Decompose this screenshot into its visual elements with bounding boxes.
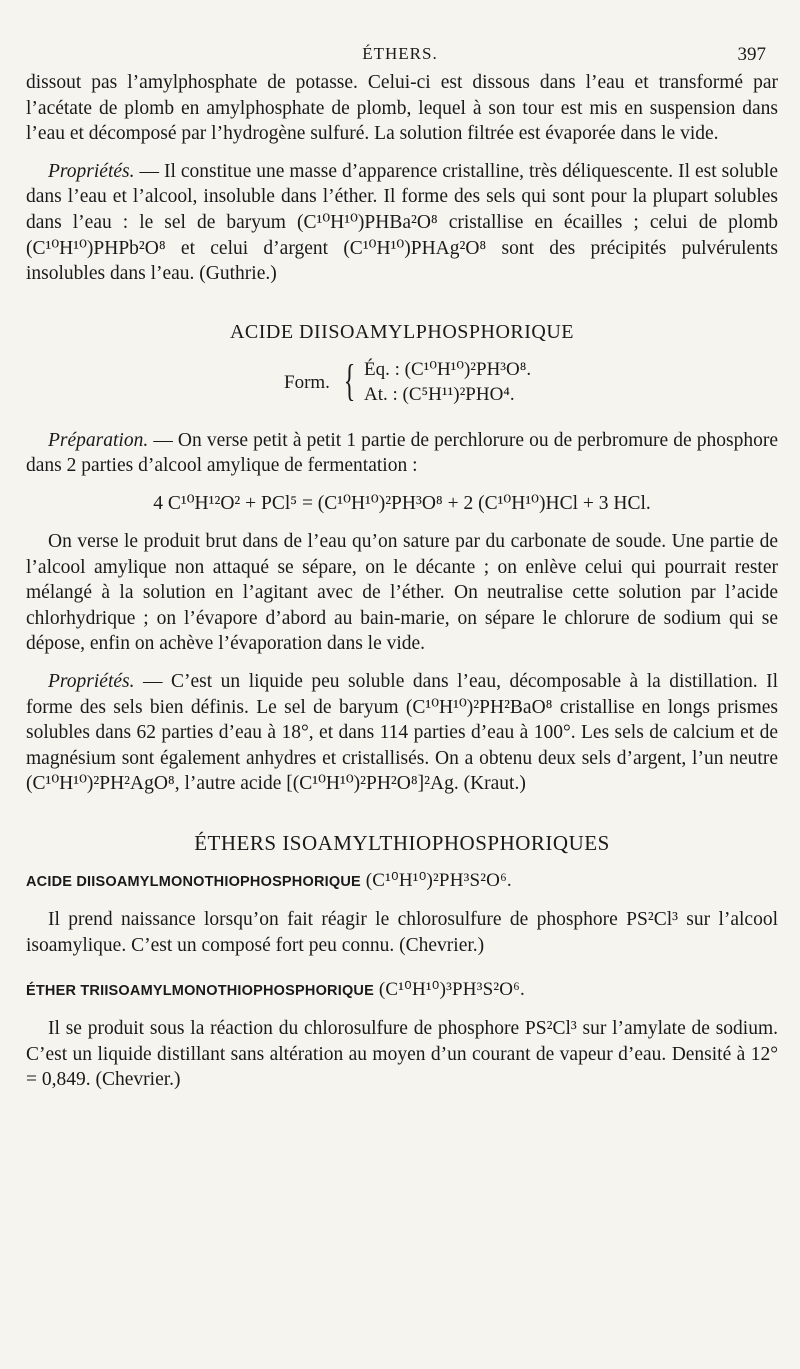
paragraph-6: Il prend naissance lorsqu’on fait réagir le chlorosulfure de phosphore PS²Cl³ sur l’alcool isoamylique. C’est un composé fort peu connu. (Chevrier.) bbox=[26, 909, 778, 957]
reaction-equation: 4 C¹⁰H¹²O² + PCl⁵ = (C¹⁰H¹⁰)²PH³O⁸ + 2 (C¹⁰H¹⁰)HCl + 3 HCl. bbox=[153, 492, 651, 514]
compound-name: ÉTHER TRIISOAMYLMONOTHIOPHOSPHORIQUE bbox=[26, 982, 374, 999]
formula-eq: Éq. : (C¹⁰H¹⁰)²PH³O⁸. bbox=[364, 358, 532, 380]
paragraph-4: On verse le produit brut dans de l’eau qu’on sature par du carbonate de soude. Une partie de l’alcool amylique non attaqué se sépare, on le décante ; on enlève celui qui pourrait rester mélangé à la solution en l’agitant avec de l’éther. On neutralise cette solution par l’acide chlorhydrique ; on l’évapore d’abord au bain-marie, on sépare le chlorure de sodium qui se dépose, enfin on achève l’évaporation dans le vide. bbox=[26, 530, 778, 655]
formula-at: At. : (C⁵H¹¹)²PHO⁴. bbox=[364, 383, 515, 405]
compound-formula: (C¹⁰H¹⁰)²PH³S²O⁶. bbox=[365, 869, 512, 891]
section-label: Propriétés. bbox=[48, 160, 135, 182]
brace-glyph: { bbox=[343, 355, 356, 405]
formula-block bbox=[26, 356, 778, 410]
compound-formula: (C¹⁰H¹⁰)³PH³S²O⁶. bbox=[378, 978, 525, 1000]
running-head bbox=[0, 44, 800, 66]
paragraph-5 bbox=[26, 669, 778, 797]
subheading-1 bbox=[26, 868, 778, 896]
subheading-2 bbox=[26, 977, 778, 1005]
compound-name: ACIDE DIISOAMYLMONOTHIOPHOSPHORIQUE bbox=[26, 873, 361, 890]
page-body bbox=[26, 70, 778, 1093]
running-title: ÉTHERS. bbox=[362, 44, 438, 63]
paragraph-3 bbox=[26, 428, 778, 479]
page-number: 397 bbox=[737, 44, 766, 65]
section-label: Préparation. bbox=[48, 429, 149, 451]
paragraph-1: dissout pas l’amylphosphate de potasse. Celui-ci est dissous dans l’eau et transformé par l’acétate de plomb en amylphosphate de plomb, lequel à son tour est mis en suspension dans l’eau et décomposé par l’hydrogène sulfuré. La solution filtrée est évaporée dans le vide. bbox=[26, 72, 778, 145]
paragraph-text: — On verse petit à petit 1 partie de perchlorure ou de perbromure de phosphore dans 2 parties d’alcool amylique de fermentation : bbox=[26, 429, 778, 477]
section-label: Propriétés. bbox=[48, 670, 135, 692]
paragraph-7: Il se produit sous la réaction du chlorosulfure de phosphore PS²Cl³ sur l’amylate de sodium. C’est un liquide distillant sans altération au moyen d’un courant de vapeur d’eau. Densité à 12° = 0,849. (Chevrier.) bbox=[26, 1018, 778, 1091]
section-heading-2: ÉTHERS ISOAMYLTHIOPHOSPHORIQUES bbox=[194, 830, 610, 855]
paragraph-2 bbox=[26, 159, 778, 287]
section-heading-1: ACIDE DIISOAMYLPHOSPHORIQUE bbox=[229, 320, 575, 343]
paragraph-text: — C’est un liquide peu soluble dans l’eau, décomposable à la distillation. Il forme des sels bien définis. Le sel de baryum (C¹⁰H¹⁰)²PH²BaO⁸ cristallise en longs prismes solubles dans 62 parties d’eau à 18°, et dans 114 parties d’eau à 100°. Les sels de calcium et de magnésium sont également anhydres et cristallisés. On a obtenu deux sels d’argent, l’un neutre (C¹⁰H¹⁰)²PH²AgO⁸, l’autre acide [(C¹⁰H¹⁰)²PH²O⁸]²Ag. (Kraut.) bbox=[26, 670, 778, 795]
formula-label: Form. bbox=[284, 371, 330, 393]
paragraph-text: — Il constitue une masse d’apparence cristalline, très déliquescente. Il est soluble dans l’eau et l’alcool, insoluble dans l’éther. Il forme des sels qui sont pour la plupart solubles dans l’eau : le sel de baryum (C¹⁰H¹⁰)PHBa²O⁸ cristallise en écailles ; celui de plomb (C¹⁰H¹⁰)PHPb²O⁸ et celui d’argent (C¹⁰H¹⁰)PHAg²O⁸ sont des précipités pulvérulents insolubles dans l’eau. (Guthrie.) bbox=[26, 160, 778, 285]
